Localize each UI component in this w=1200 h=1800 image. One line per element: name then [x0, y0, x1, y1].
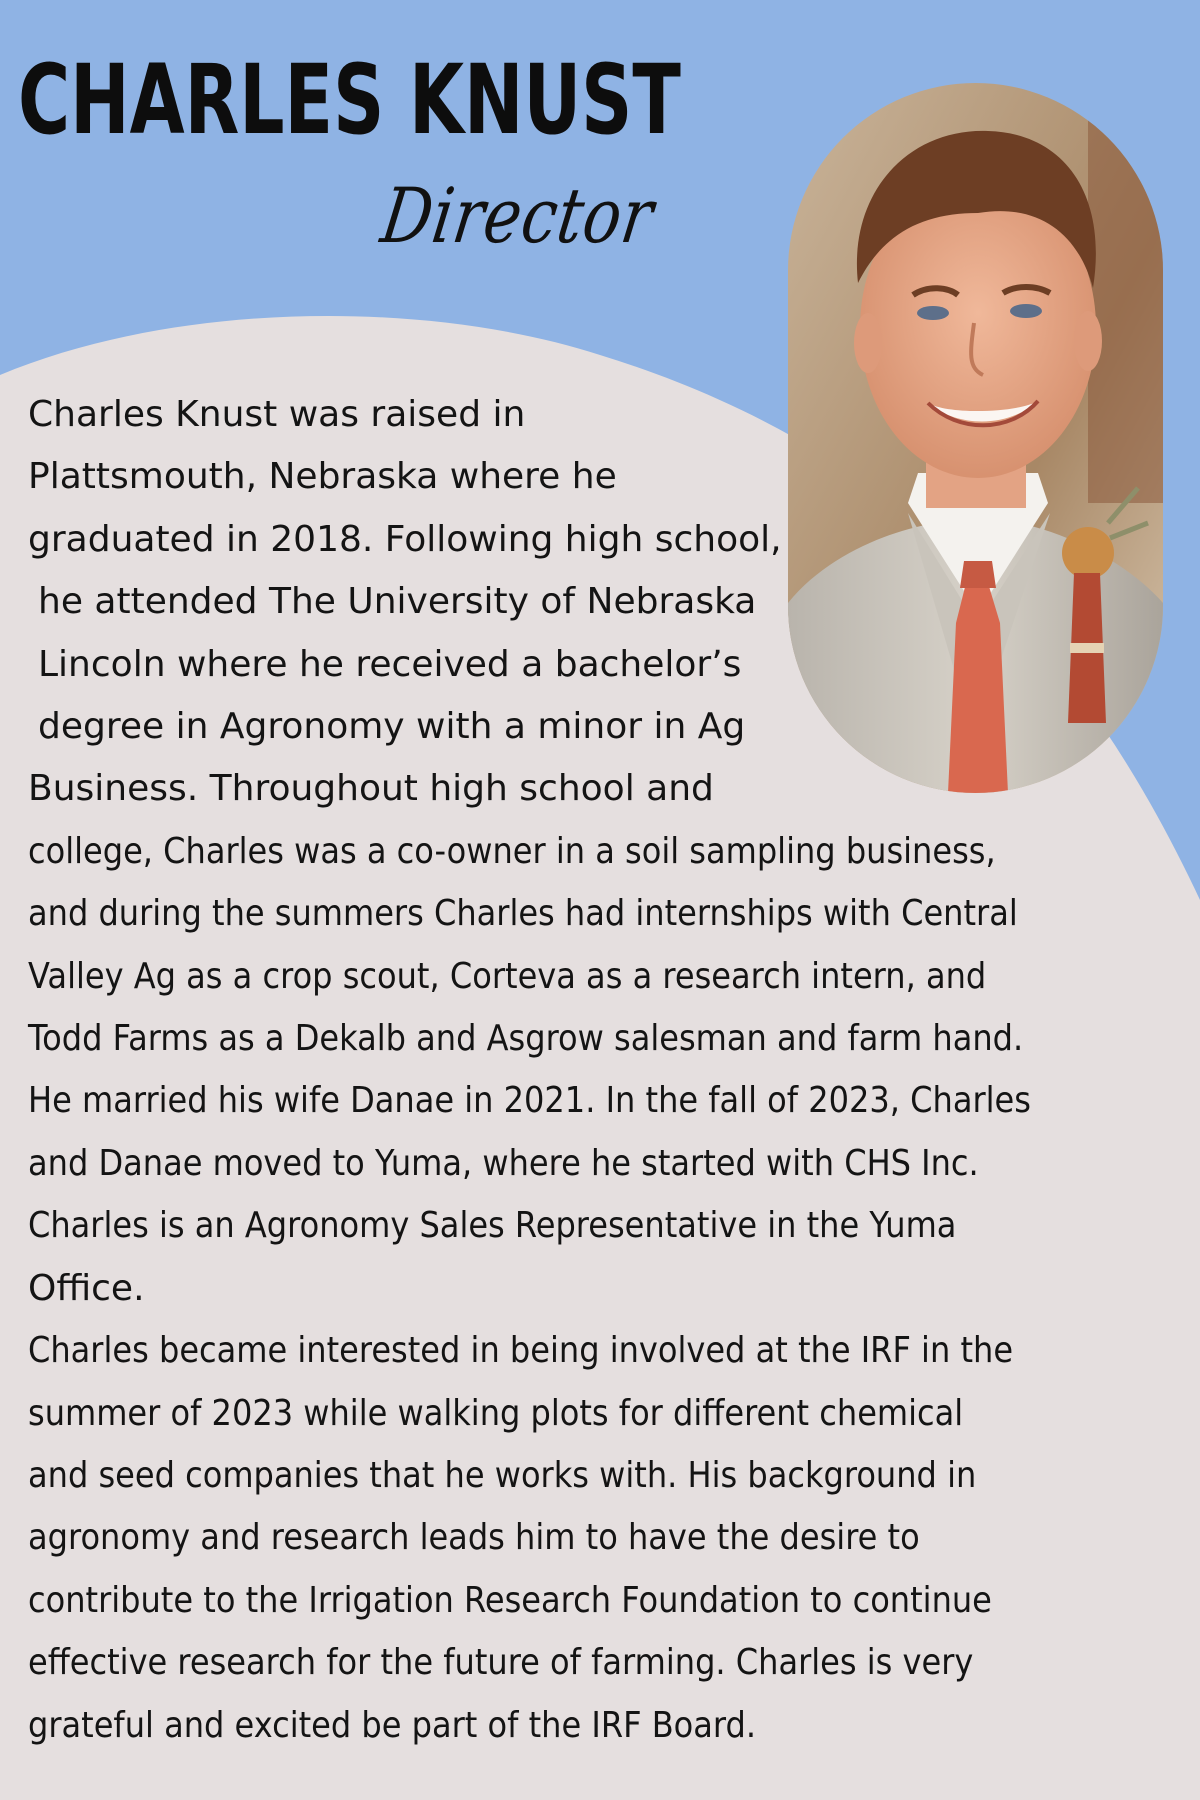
role-title: Director [376, 171, 660, 260]
bio-line: Plattsmouth, Nebraska where he [28, 456, 617, 498]
bio-line: Charles became interested in being involved at the IRF in the [28, 1330, 1014, 1372]
bio-line: agronomy and research leads him to have the desire to [28, 1517, 920, 1559]
bio-line: he attended The University of Nebraska [38, 581, 757, 623]
bio-line: He married his wife Danae in 2021. In the fall of 2023, Charles [28, 1080, 1031, 1122]
bio-line: Charles is an Agronomy Sales Representative in the Yuma [28, 1205, 957, 1247]
bio-line: and seed companies that he works with. His background in [28, 1454, 977, 1496]
bio-line: and Danae moved to Yuma, where he started with CHS Inc. [28, 1142, 979, 1184]
bio-line: Charles Knust was raised in [28, 394, 526, 435]
bio-line: effective research for the future of farming. Charles is very [28, 1642, 974, 1684]
bio-line: college, Charles was a co-owner in a soil sampling business, [28, 830, 996, 872]
bio-line: Business. Throughout high school and [28, 768, 714, 810]
person-name: CHARLES KNUST [18, 44, 681, 156]
bio-line: Todd Farms as a Dekalb and Asgrow salesman and farm hand. [28, 1018, 1024, 1060]
bio-line: Lincoln where he received a bachelor’s [38, 643, 742, 685]
bio-line: grateful and excited be part of the IRF Board. [28, 1704, 757, 1746]
bio-line: contribute to the Irrigation Research Foundation to continue [28, 1579, 992, 1621]
bio-line: Office. [28, 1267, 145, 1309]
bio-line: graduated in 2018. Following high school, [28, 518, 782, 560]
bio-line: summer of 2023 while walking plots for different chemical [28, 1392, 964, 1434]
bio-line: degree in Agronomy with a minor in Ag [38, 706, 746, 748]
bio-line: Valley Ag as a crop scout, Corteva as a research intern, and [28, 955, 987, 997]
bio-text [28, 384, 1188, 1757]
bio-line: and during the summers Charles had internships with Central [28, 893, 1018, 935]
